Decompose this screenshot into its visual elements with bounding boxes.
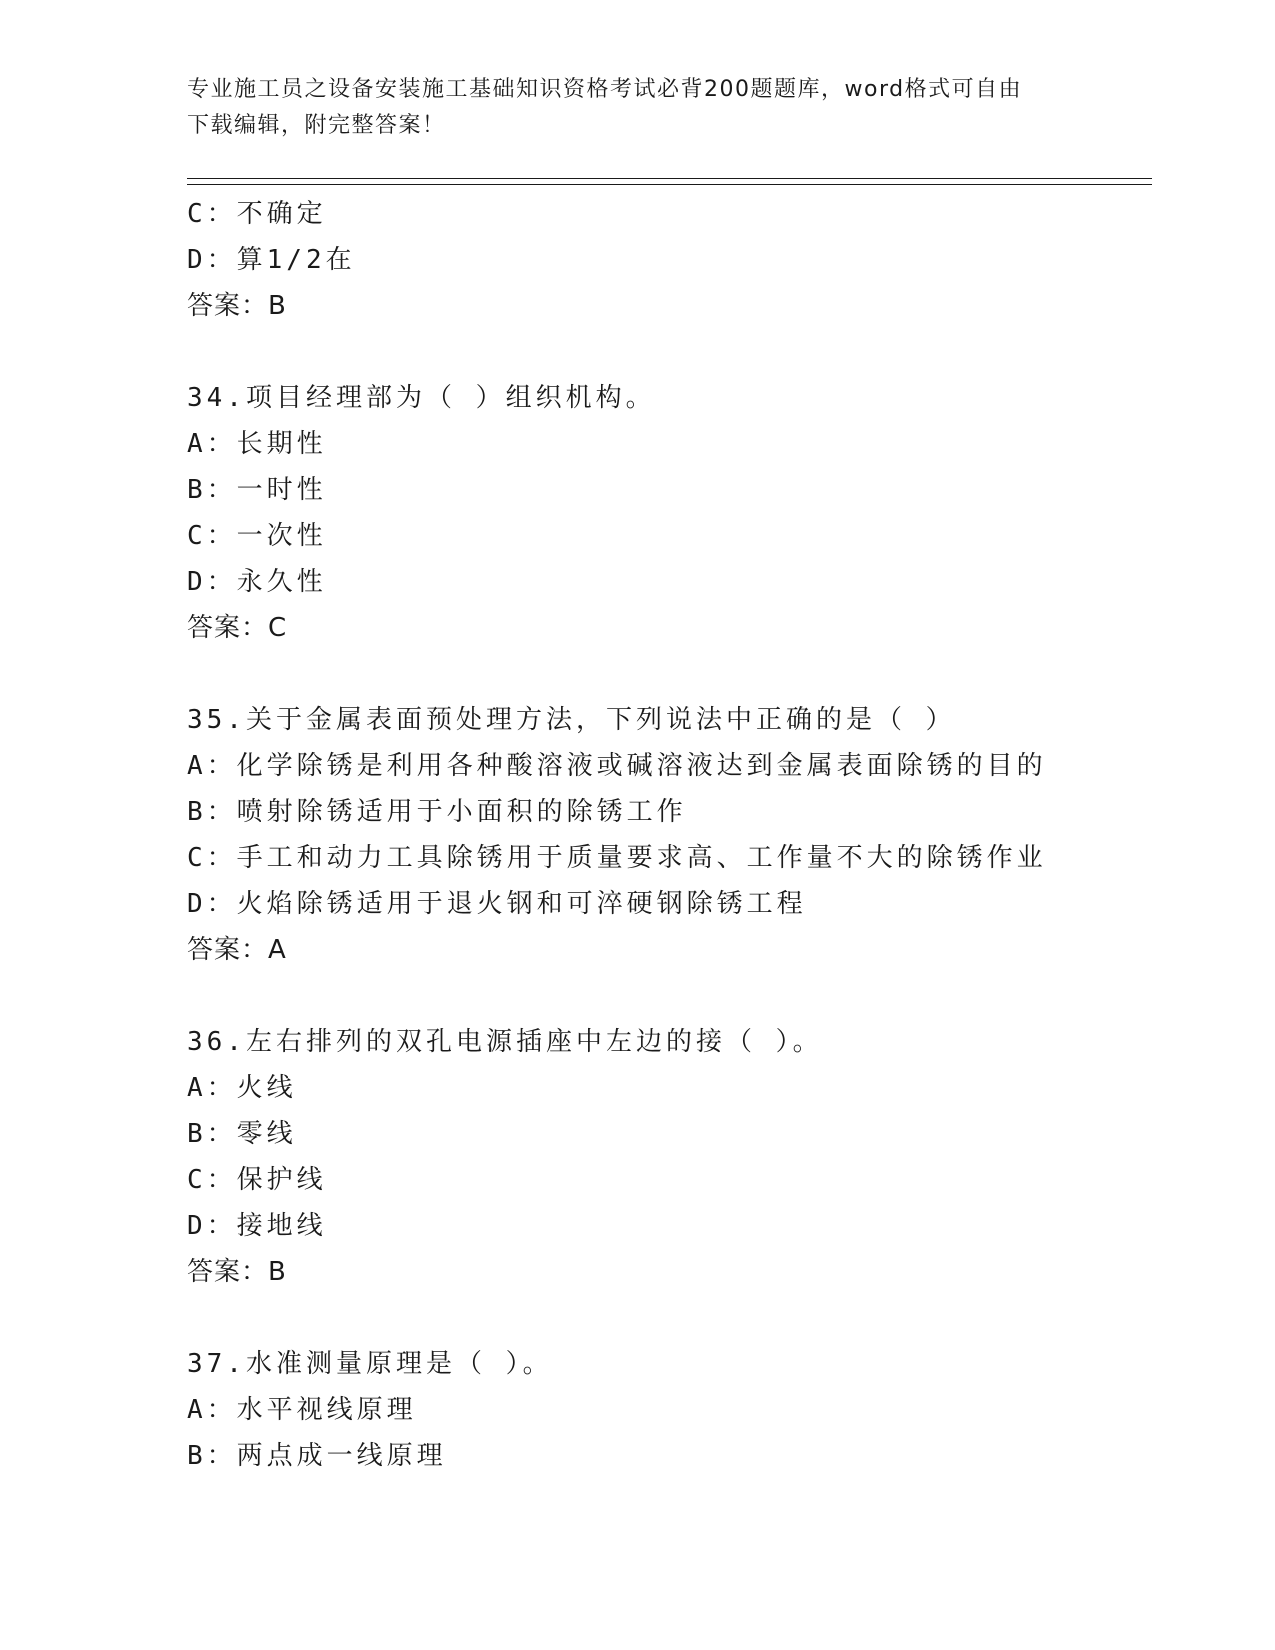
option-d: D：火焰除锈适用于退火钢和可淬硬钢除锈工程: [187, 889, 807, 919]
header-line-1: 专业施工员之设备安装施工基础知识资格考试必背200题题库，word格式可自由: [187, 77, 1023, 102]
option-a: A：火线: [187, 1073, 297, 1103]
header-line-2: 下载编辑，附完整答案！: [187, 113, 446, 138]
question-33-continued: [187, 191, 1147, 329]
answer: 答案：B: [187, 1257, 287, 1287]
answer: 答案：B: [187, 291, 287, 321]
question-36: [187, 1019, 1147, 1295]
option-c: C：保护线: [187, 1165, 327, 1195]
option-b: B：零线: [187, 1119, 297, 1149]
option-a: A：长期性: [187, 429, 327, 459]
question-stem: 37.水准测量原理是（ ）。: [187, 1349, 553, 1379]
option-c: C：一次性: [187, 521, 327, 551]
question-stem: 35.关于金属表面预处理方法，下列说法中正确的是（ ）: [187, 705, 956, 735]
answer: 答案：C: [187, 613, 288, 643]
option-d: D：接地线: [187, 1211, 327, 1241]
page-header: [187, 72, 1067, 144]
option-b: B：一时性: [187, 475, 327, 505]
header-double-rule: [187, 178, 1152, 185]
option-c: C：手工和动力工具除锈用于质量要求高、工作量不大的除锈作业: [187, 843, 1047, 873]
option-c: C：不确定: [187, 199, 327, 229]
question-stem: 36.左右排列的双孔电源插座中左边的接（ ）。: [187, 1027, 823, 1057]
question-35: [187, 697, 1147, 973]
option-b: B：两点成一线原理: [187, 1441, 447, 1471]
option-d: D：算1/2在: [187, 245, 356, 275]
answer: 答案：A: [187, 935, 287, 965]
question-37: [187, 1341, 1147, 1479]
question-stem: 34.项目经理部为（ ）组织机构。: [187, 383, 656, 413]
option-b: B：喷射除锈适用于小面积的除锈工作: [187, 797, 687, 827]
option-a: A：化学除锈是利用各种酸溶液或碱溶液达到金属表面除锈的目的: [187, 751, 1047, 781]
option-d: D：永久性: [187, 567, 327, 597]
question-list: [187, 191, 1147, 1479]
option-a: A：水平视线原理: [187, 1395, 417, 1425]
question-34: [187, 375, 1147, 651]
